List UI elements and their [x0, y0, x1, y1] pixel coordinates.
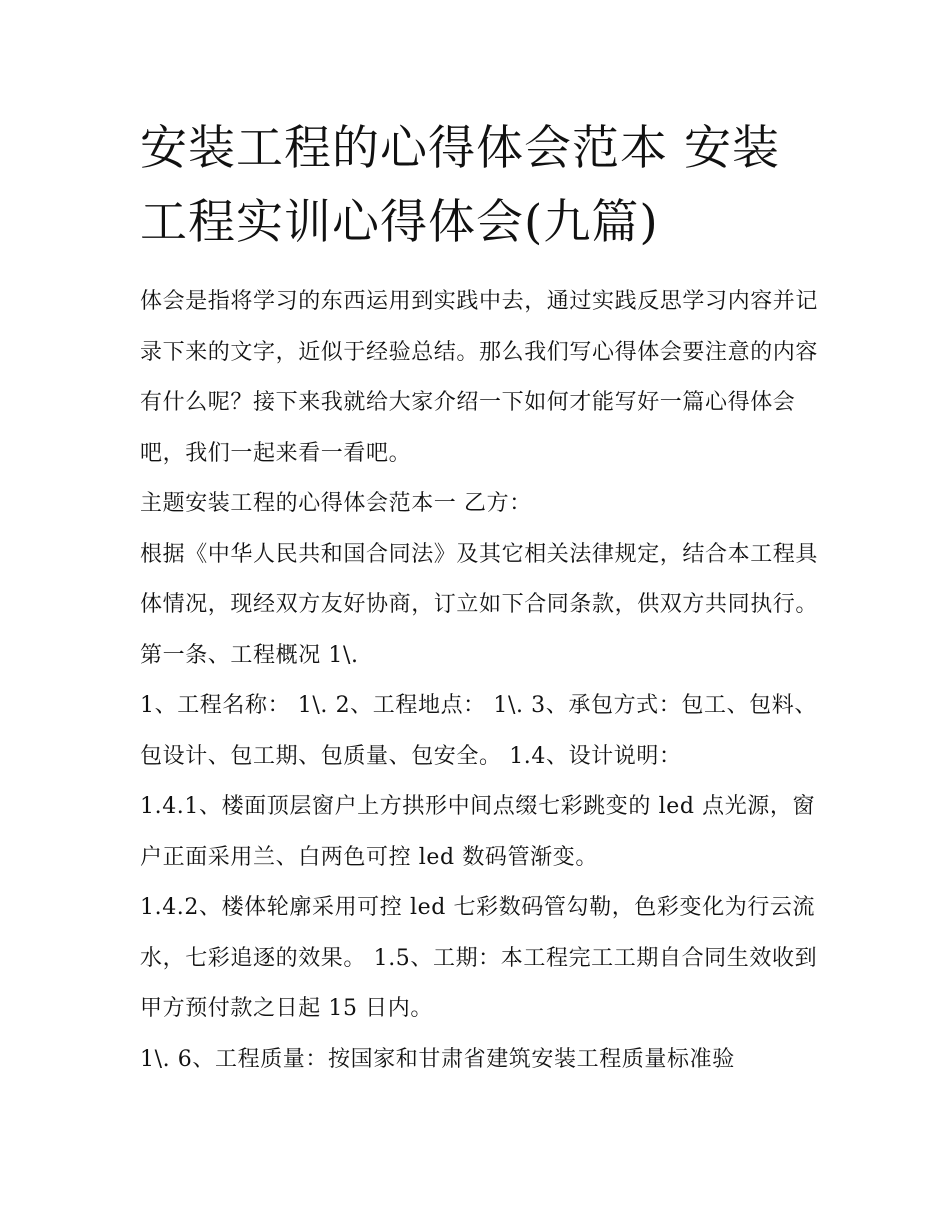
design-note-1-4-2: 1.4.2、楼体轮廓采用可控 led 七彩数码管勾勒，色彩变化为行云流水，七彩追逐的效果。 1.5、工期：本工程完工工期自合同生效收到甲方预付款之日起 15 日内。 — [140, 895, 818, 1021]
document-title: 安装工程的心得体会范本 安装工程实训心得体会(九篇) — [140, 121, 780, 250]
document-body — [140, 277, 820, 1085]
design-note-1-4-1: 1.4.1、楼面顶层窗户上方拱形中间点缀七彩跳变的 led 点光源，窗户正面采用兰、白两色可控 led 数码管渐变。 — [140, 794, 816, 870]
intro-paragraph: 体会是指将学习的东西运用到实践中去，通过实践反思学习内容并记录下来的文字，近似于经验总结。那么我们写心得体会要注意的内容有什么呢？接下来我就给大家介绍一下如何才能写好一篇心得体会吧，我们一起来看一看吧。 — [140, 289, 819, 466]
sample-heading: 主题安装工程的心得体会范本一 乙方： — [140, 491, 532, 516]
project-overview-items: 1、工程名称： 1\. 2、工程地点： 1\. 3、承包方式：包工、包料、包设计、包工期、包质量、包安全。 1.4、设计说明： — [140, 693, 817, 769]
quality-clause: 1\. 6、工程质量：按国家和甘肃省建筑安装工程质量标准验 — [140, 1046, 735, 1072]
contract-preamble: 根据《中华人民共和国合同法》及其它相关法律规定，结合本工程具体情况，现经双方友好协商，订立如下合同条款，供双方共同执行。 第一条、工程概况 1\. — [140, 541, 819, 668]
